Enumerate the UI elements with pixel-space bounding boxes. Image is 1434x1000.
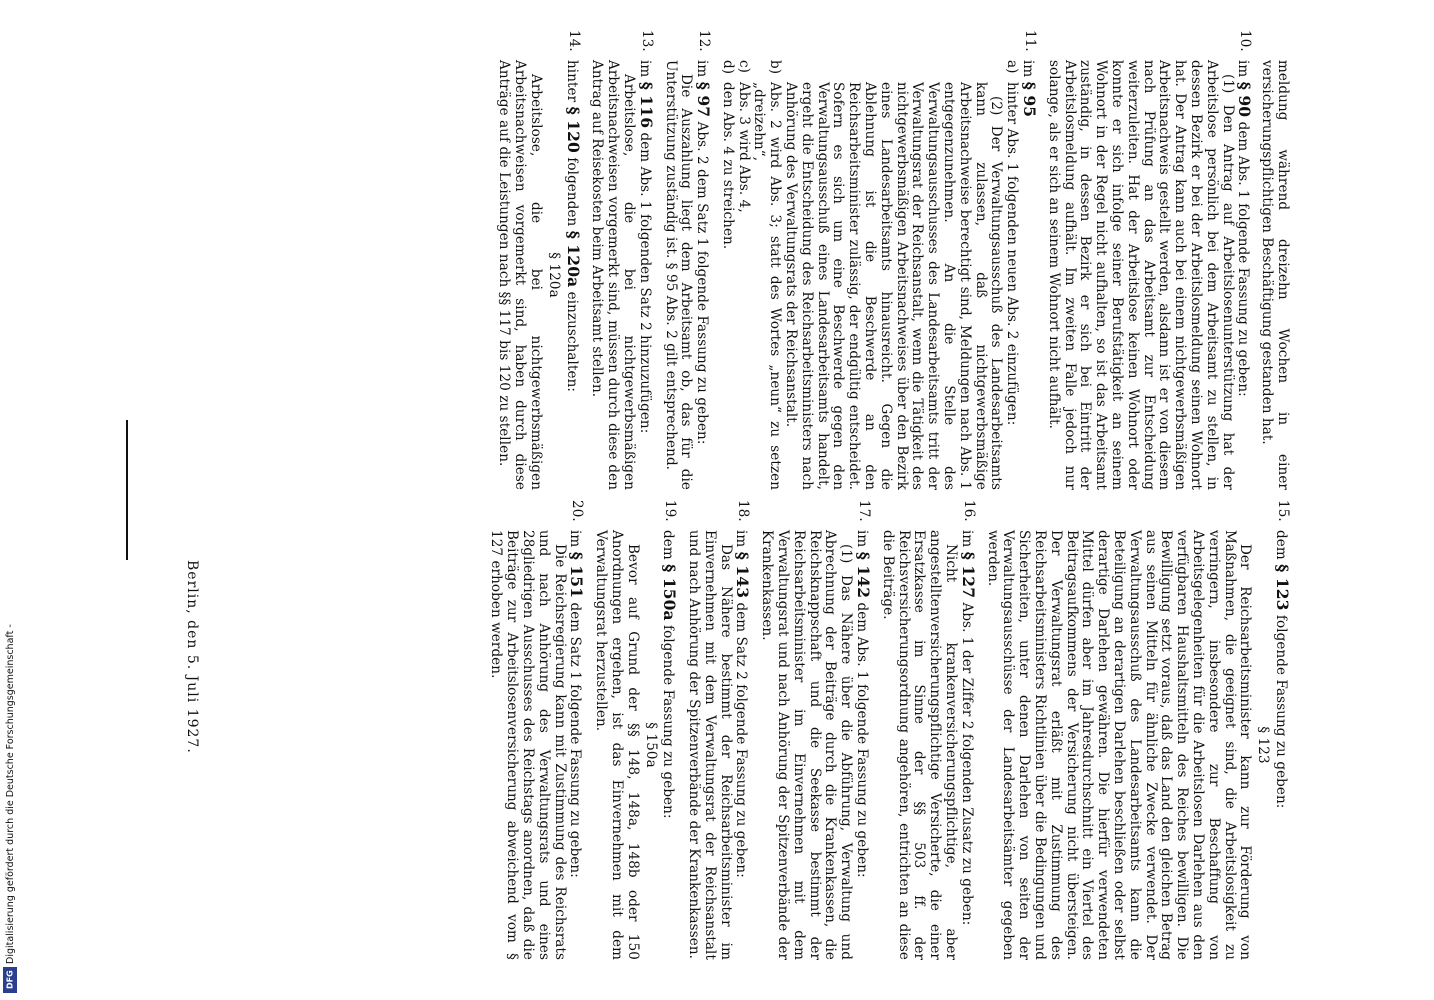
amended-text: Bevor auf Grund der §§ 148, 148a, 148b oder 150 Anordnungen ergehen, ist das Einvernehmen mit dem Verwaltungsrat herzustellen. xyxy=(593,530,641,960)
item-number: 10. xyxy=(1237,30,1254,52)
item-14 xyxy=(496,30,581,490)
amended-text: Die Reichsregierung kann mit Zustimmung des Reichsrats und nach Anhörung des Verwaltungsrats und eines 28gliedrigen Ausschusses des Reichstags anordnen, daß die Beiträge zur Arbeitslosenversicherung abweichend vom § 127 erhoben werden. xyxy=(488,530,568,960)
item-16 xyxy=(879,500,976,960)
digitization-sidebar xyxy=(0,0,18,1000)
item-15 xyxy=(984,500,1290,960)
item-intro: im § 127 Abs. 1 der Ziffer 2 folgenden Zusatz zu geben: xyxy=(958,530,978,926)
left-column xyxy=(488,30,1290,490)
amended-text: Arbeitslose, die bei nichtgewerbsmäßigen Arbeitsnachweisen vorgemerkt sind, haben durch diese Anträge auf die Leistungen nach §§ 117 bis 120 zu stellen. xyxy=(496,60,544,490)
item-18 xyxy=(685,500,753,960)
dateline: Berlin, den 5. Juli 1927. xyxy=(184,560,200,754)
amended-text: Das Nähere bestimmt der Reichsarbeitsminister im Einvernehmen mit dem Verwaltungsrat der Reichsanstalt und nach Anhörung der Spitzenverbände der Krankenkassen. xyxy=(686,530,734,960)
item-17 xyxy=(759,500,872,960)
section-ref: § 90 xyxy=(1235,81,1255,118)
item-intro: dem § 123 folgende Fassung zu geben: xyxy=(1273,530,1292,809)
item-intro: im § 97 Abs. 2 dem Satz 1 folgende Fassung zu geben: xyxy=(694,60,714,445)
section-ref: § 120a xyxy=(563,230,583,288)
item-intro: im § 90 dem Abs. 1 folgende Fassung zu geben: xyxy=(1235,60,1255,397)
item-intro: im § 143 dem Satz 2 folgende Fassung zu geben: xyxy=(733,530,753,878)
item-11 xyxy=(719,30,1040,490)
item-intro: im § 142 dem Abs. 1 folgende Fassung zu geben: xyxy=(854,530,874,878)
item-20 xyxy=(488,500,585,960)
item-10 xyxy=(1045,30,1255,490)
sub-item-d: d) den Abs. 4 zu streichen. xyxy=(719,60,736,250)
section-heading: § 120a xyxy=(545,252,562,298)
item-intro: im § 116 dem Abs. 1 folgenden Satz 2 hinzuzufügen: xyxy=(636,60,656,434)
section-ref: § 151 xyxy=(567,551,587,599)
item-12 xyxy=(662,30,714,490)
section-ref: § 127 xyxy=(958,551,978,599)
item-19 xyxy=(592,500,680,960)
item-intro: dem § 150a folgende Fassung zu geben: xyxy=(660,530,680,819)
amended-text: (1) Das Nähere über die Abführung, Verwaltung und Abrechnung der Beiträge durch die Krankenkassen, die Reichsknappschaft und die Seekasse bestimmt der Reichsarbeitsminister im Einvernehmen mit dem Verwaltungsrat und nach Anhörung der Spitzenverbände der Krankenkassen. xyxy=(759,530,855,960)
section-ref: § 95 xyxy=(1020,81,1040,118)
section-ref: § 150a xyxy=(660,564,680,621)
sub-item-b: b) Abs. 2 wird Abs. 3; statt des Wortes „neun“ zu setzen „dreizehn“, xyxy=(751,60,784,490)
sub-item-c: c) Abs. 3 wird Abs. 4, xyxy=(735,60,752,213)
item-number: 18. xyxy=(735,500,752,522)
item-intro: im § 151 dem Satz 1 folgende Fassung zu geben: xyxy=(567,530,587,878)
amended-text: Nicht krankenversicherungspflichtige, aber angestelltenversicherungspflichtige Versicherte, die einer Ersatzkasse im Sinne der §§ 503 ff. der Reichsversicherungsordnung angehören, entrichten an diese die Beiträge. xyxy=(879,530,960,960)
section-heading: § 150a xyxy=(642,722,659,768)
section-heading: § 123 xyxy=(1255,726,1272,764)
section-ref: § 120 xyxy=(563,106,583,153)
amended-text: (1) Den Antrag auf Arbeitslosenunterstützung hat der Arbeitslose persönlich bei dem Arbeitsamt zu stellen, in dessen Bezirk er bei der Arbeitslosmeldung seinen Wohnort hat. Der Antrag kann auch bei einem nichtgewerbsmäßigen Arbeitsnachweis gestellt werden, alsdann ist er von diesem nach Prüfung an das Arbeitsamt zur Entscheidung weiterzuleiten. Hat der Arbeitslose keinen Wohnort oder konnte er sich infolge seiner Berufstätigkeit an seinem Wohnort in der Regel nicht aufhalten, so ist das Arbeitsamt zuständig, in dessen Bezirk er sich bei Eintritt der Arbeitslosmeldung aufhält. Im zweiten Falle jedoch nur solange, als er sich an seinem Wohnort nicht aufhält. xyxy=(1045,60,1236,490)
dfg-logo-icon: DFG xyxy=(3,967,17,993)
item-number: 20. xyxy=(569,500,586,522)
right-column xyxy=(480,500,1290,960)
amended-text: (2) Der Verwaltungsausschuß des Landesarbeitsamts kann zulassen, daß nichtgewerbsmäßige Arbeitsnachweise berechtigt sind, Meldungen nach Abs. 1 entgegenzunehmen. An die Stelle des Verwaltungsausschusses des Landesarbeitsamts tritt der Verwaltungsrat der Reichsanstalt, wenn die Tätigkeit des nichtgewerbsmäßigen Arbeitsnachweises über den Bezirk eines Landesarbeitsamts hinausreicht. Gegen die Ablehnung ist die Beschwerde an den Reichsarbeitsminister zulässig, der endgültig entscheidet. Sofern es sich um eine Beschwerde gegen den Verwaltungsausschuß eines Landesarbeitsamts handelt, ergeht die Entscheidung des Reichsarbeitsministers nach Anhörung des Verwaltungsrats der Reichsanstalt. xyxy=(783,82,1005,490)
item-number: 11. xyxy=(1022,30,1039,52)
item-number: 19. xyxy=(662,500,679,522)
item-number: 16. xyxy=(960,500,977,522)
item-13 xyxy=(589,30,654,490)
amended-text: Die Auszahlung liegt dem Arbeitsamt ob, das für die Unterstützung zuständig ist. § 95 Abs. 2 gilt entsprechend. xyxy=(662,60,695,490)
sub-item-a: a) hinter Abs. 1 folgenden neuen Abs. 2 einzufügen: xyxy=(1004,60,1021,426)
item-number: 12. xyxy=(696,30,713,52)
section-ref: § 97 xyxy=(694,81,714,118)
item-intro: im § 95 xyxy=(1020,60,1040,118)
carryover-text: meldung während dreizehn Wochen in einer versicherungspflichtigen Beschäftigung gestanden hat. xyxy=(1259,60,1291,490)
item-number: 17. xyxy=(856,500,873,522)
amended-text: Der Reichsarbeitsminister kann zur Förderung von Maßnahmen, die geeignet sind, die Arbeitslosigkeit zu verringern, insbesondere zur Beschaffung von Arbeitsgelegenheiten für die Arbeitslosen Darlehen aus den verfügbaren Haushaltsmitteln des Reiches bewilligen. Die Bewilligung setzt voraus, daß das Land den gleichen Betrag aus seinen Mitteln für ähnliche Zwecke verwendet. Der Verwaltungsausschuß des Landesarbeitsamts kann die Beteiligung an derartigen Darlehen beschließen oder selbst derartige Darlehen gewähren. Die hierfür verwendeten Mittel dürfen aber im Jahresdurchschnitt ein Viertel des Beitragsaufkommens der Versicherung nicht übersteigen. Der Verwaltungsrat erläßt mit Zustimmung des Reichsarbeitsministers Richtlinien über die Bedingungen und Sicherheiten, unter denen Darlehen von seiten der Verwaltungsausschüsse der Landesarbeitsämter gegeben werden. xyxy=(984,530,1254,960)
section-ref: § 142 xyxy=(854,551,874,599)
section-ref: § 123 xyxy=(1273,564,1292,611)
item-number: 15. xyxy=(1275,500,1291,522)
digitization-credit: Digitalisierung gefördert durch die Deutsche Forschungsgemeinschaft - xyxy=(5,624,16,964)
section-ref: § 143 xyxy=(733,551,753,599)
item-number: 13. xyxy=(638,30,655,52)
item-number: 14. xyxy=(565,30,582,52)
divider-rule xyxy=(126,420,128,560)
item-intro: hinter § 120 folgenden § 120a einzuschalten: xyxy=(563,60,583,393)
section-ref: § 116 xyxy=(636,81,656,129)
amended-text: Arbeitslose, die bei nichtgewerbsmäßigen Arbeitsnachweisen vorgemerkt sind, müssen durch diese den Antrag auf Reisekosten beim Arbeitsamt stellen. xyxy=(589,60,637,490)
